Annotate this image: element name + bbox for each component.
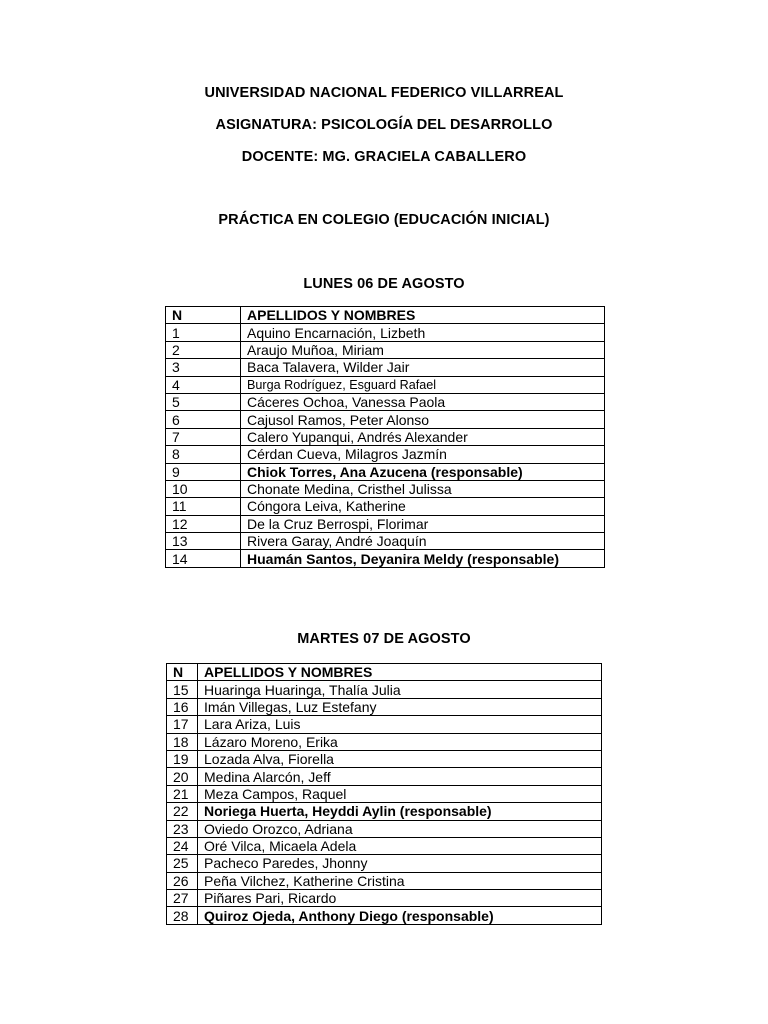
student-name: Medina Alarcón, Jeff	[198, 768, 602, 785]
student-name: Cérdan Cueva, Milagros Jazmín	[241, 446, 605, 463]
student-name: Rivera Garay, André Joaquín	[241, 533, 605, 550]
row-number: 20	[167, 768, 198, 785]
student-name: Noriega Huerta, Heyddi Aylin (responsable)	[198, 803, 602, 820]
student-name: Lozada Alva, Fiorella	[198, 750, 602, 767]
table-header-row	[167, 664, 602, 681]
student-name: De la Cruz Berrospi, Florimar	[241, 515, 605, 532]
table-row	[167, 890, 602, 907]
table-header-row	[166, 307, 605, 324]
table-row-responsable	[167, 803, 602, 820]
student-name: Calero Yupanqui, Andrés Alexander	[241, 428, 605, 445]
table-row	[167, 750, 602, 767]
table-row	[167, 837, 602, 854]
student-name: Lázaro Moreno, Erika	[198, 733, 602, 750]
row-number: 11	[166, 498, 241, 515]
row-number: 21	[167, 785, 198, 802]
student-name: Imán Villegas, Luz Estefany	[198, 698, 602, 715]
table-row	[167, 698, 602, 715]
row-number: 1	[166, 324, 241, 341]
student-name: Chonate Medina, Cristhel Julissa	[241, 480, 605, 497]
student-name: Piñares Pari, Ricardo	[198, 890, 602, 907]
table-row	[166, 359, 605, 376]
day1-title: LUNES 06 DE AGOSTO	[303, 276, 465, 292]
row-number: 16	[167, 698, 198, 715]
student-name: Huaringa Huaringa, Thalía Julia	[198, 681, 602, 698]
row-number: 8	[166, 446, 241, 463]
student-name: Pacheco Paredes, Jhonny	[198, 855, 602, 872]
column-header-n: N	[167, 664, 198, 681]
row-number: 17	[167, 716, 198, 733]
table-row	[167, 768, 602, 785]
student-name: Oviedo Orozco, Adriana	[198, 820, 602, 837]
table-row	[166, 376, 605, 393]
student-name: Burga Rodríguez, Esguard Rafael	[241, 376, 605, 393]
table-row-responsable	[166, 550, 605, 567]
table-row-responsable	[167, 907, 602, 924]
row-number: 23	[167, 820, 198, 837]
student-name: Cáceres Ochoa, Vanessa Paola	[241, 393, 605, 410]
row-number: 14	[166, 550, 241, 567]
table-row	[166, 428, 605, 445]
table-row	[167, 872, 602, 889]
day2-table	[166, 663, 602, 925]
column-header-n: N	[166, 307, 241, 324]
day1-table	[165, 306, 605, 568]
student-name: Cóngora Leiva, Katherine	[241, 498, 605, 515]
table-row	[167, 820, 602, 837]
student-name: Chiok Torres, Ana Azucena (responsable)	[241, 463, 605, 480]
student-name: Peña Vilchez, Katherine Cristina	[198, 872, 602, 889]
table-row	[166, 533, 605, 550]
column-header-name: APELLIDOS Y NOMBRES	[241, 307, 605, 324]
table-row	[166, 411, 605, 428]
row-number: 9	[166, 463, 241, 480]
student-name: Huamán Santos, Deyanira Meldy (responsable)	[241, 550, 605, 567]
student-name: Quiroz Ojeda, Anthony Diego (responsable)	[198, 907, 602, 924]
row-number: 26	[167, 872, 198, 889]
table-row	[166, 393, 605, 410]
table-row	[167, 785, 602, 802]
row-number: 12	[166, 515, 241, 532]
column-header-name: APELLIDOS Y NOMBRES	[198, 664, 602, 681]
student-name: Araujo Muñoa, Miriam	[241, 341, 605, 358]
student-name: Cajusol Ramos, Peter Alonso	[241, 411, 605, 428]
row-number: 3	[166, 359, 241, 376]
student-name: Lara Ariza, Luis	[198, 716, 602, 733]
table-row	[166, 498, 605, 515]
row-number: 7	[166, 428, 241, 445]
student-name: Aquino Encarnación, Lizbeth	[241, 324, 605, 341]
university-title: UNIVERSIDAD NACIONAL FEDERICO VILLARREAL	[204, 85, 564, 101]
table-row	[166, 341, 605, 358]
table-row-responsable	[166, 463, 605, 480]
row-number: 2	[166, 341, 241, 358]
row-number: 28	[167, 907, 198, 924]
row-number: 4	[166, 376, 241, 393]
row-number: 6	[166, 411, 241, 428]
row-number: 5	[166, 393, 241, 410]
table-row	[167, 716, 602, 733]
row-number: 27	[167, 890, 198, 907]
practice-title: PRÁCTICA EN COLEGIO (EDUCACIÓN INICIAL)	[218, 212, 550, 228]
table-row	[166, 446, 605, 463]
student-name: Oré Vilca, Micaela Adela	[198, 837, 602, 854]
row-number: 24	[167, 837, 198, 854]
student-name: Meza Campos, Raquel	[198, 785, 602, 802]
table-row	[166, 480, 605, 497]
row-number: 15	[167, 681, 198, 698]
row-number: 18	[167, 733, 198, 750]
row-number: 22	[167, 803, 198, 820]
table-row	[166, 324, 605, 341]
table-row	[166, 515, 605, 532]
table-row	[167, 855, 602, 872]
row-number: 25	[167, 855, 198, 872]
student-name: Baca Talavera, Wilder Jair	[241, 359, 605, 376]
day2-title: MARTES 07 DE AGOSTO	[297, 631, 471, 647]
row-number: 19	[167, 750, 198, 767]
row-number: 10	[166, 480, 241, 497]
teacher-title: DOCENTE: MG. GRACIELA CABALLERO	[241, 149, 527, 165]
table-row	[167, 733, 602, 750]
row-number: 13	[166, 533, 241, 550]
subject-title: ASIGNATURA: PSICOLOGÍA DEL DESARROLLO	[215, 117, 553, 133]
table-row	[167, 681, 602, 698]
